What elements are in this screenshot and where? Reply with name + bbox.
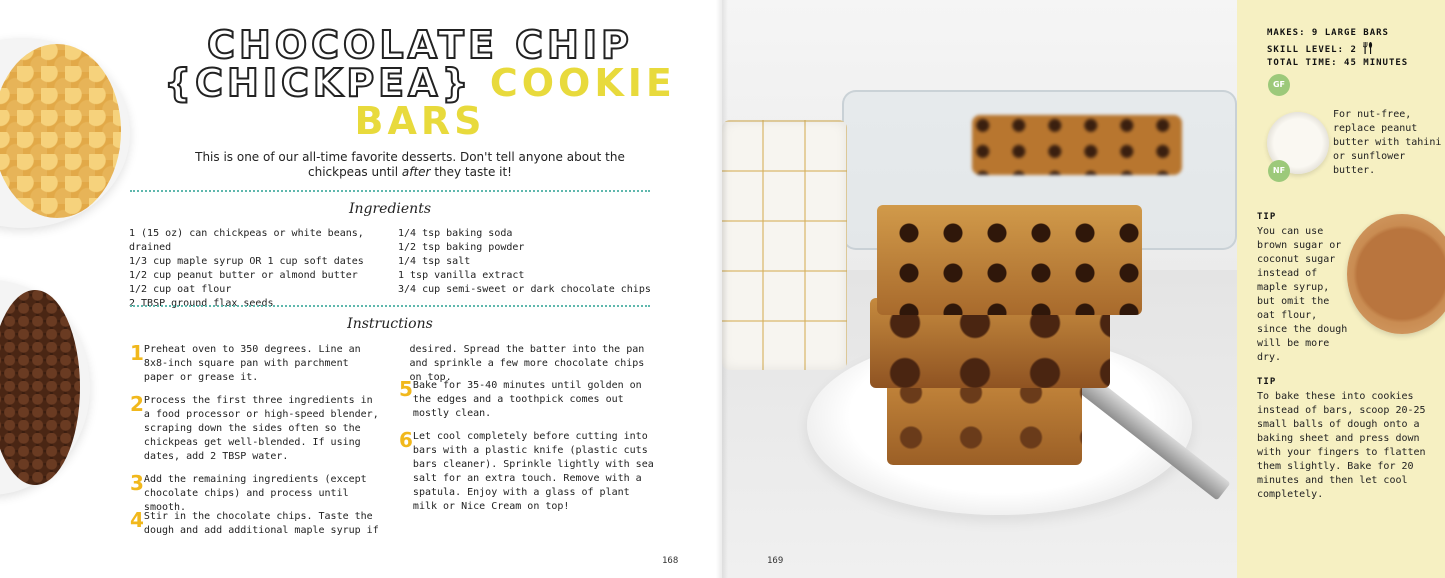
page-number-left: 168 — [662, 556, 679, 566]
step-text: desired. Spread the batter into the pan and sprinkle a few more chocolate chips on top. — [409, 344, 645, 383]
ingredient-item: 1/4 tsp salt — [398, 256, 471, 267]
ingredient-item: 1/2 tsp baking powder — [398, 242, 525, 253]
step-number: 1 — [130, 341, 144, 365]
total-time: TOTAL TIME: 45 MINUTES — [1267, 58, 1409, 68]
step-number: 2 — [130, 392, 144, 416]
divider — [130, 305, 650, 307]
tip-label: TIP — [1257, 212, 1277, 222]
tip-text: To bake these into cookies instead of bars, scoop 20-25 small balls of dough onto a baking sheet and press down with your fingers to flatten them slightly. Bake for 20 minutes and then let cool completely. — [1257, 391, 1426, 500]
chocolate-chip-bowl-image — [0, 280, 90, 495]
instruction-step-1 — [130, 343, 370, 385]
gluten-free-badge: GF — [1268, 74, 1290, 96]
cookie-bar-image — [877, 205, 1142, 315]
skill-level — [1267, 42, 1373, 55]
sidebar-strip — [1237, 0, 1445, 578]
utensils-icon — [1363, 42, 1373, 54]
ingredient-item: 1/2 cup oat flour — [129, 284, 232, 295]
intro-emphasis: after — [401, 165, 431, 179]
nut-free-badge: NF — [1268, 160, 1290, 182]
left-page — [0, 0, 722, 578]
ingredient-item: 1/3 cup maple syrup OR 1 cup soft dates — [129, 256, 364, 267]
instruction-step-5 — [399, 379, 659, 421]
makes-label: MAKES: 9 LARGE BARS — [1267, 28, 1389, 38]
instruction-step-6 — [399, 430, 659, 514]
page-number-right: 169 — [767, 556, 784, 566]
title-chickpea: {CHICKPEA} — [164, 61, 473, 105]
ingredients-column-1 — [129, 227, 394, 311]
right-page — [722, 0, 1445, 578]
instruction-step-2 — [130, 394, 380, 464]
nut-free-note: For nut-free, replace peanut butter with tahini or sunflower butter. — [1333, 109, 1442, 176]
instruction-step-4 — [130, 510, 380, 538]
instructions-heading: Instructions — [347, 316, 433, 332]
title-line-1: CHOCOLATE CHIP — [207, 23, 633, 67]
ingredient-item: 1/4 tsp baking soda — [398, 228, 513, 239]
title-line-3: BARS — [354, 99, 486, 143]
book-gutter — [716, 0, 728, 578]
step-text: Preheat oven to 350 degrees. Line an 8x8-inch square pan with parchment paper or grease it. — [143, 344, 361, 383]
tip-text: You can use brown sugar or coconut sugar instead of maple syrup, but omit the oat flour, since the dough will be more dry. — [1257, 226, 1348, 363]
instruction-step-3 — [130, 473, 380, 515]
step-number: 6 — [399, 428, 413, 452]
step-text: Stir in the chocolate chips. Taste the dough and add additional maple syrup if — [143, 511, 379, 536]
step-number: 4 — [130, 508, 144, 532]
step-text: Process the first three ingredients in a food processor or high-speed blender, scraping down the sides often so the chickpeas get well-blended. If using dates, add 2 TBSP water. — [143, 395, 379, 462]
step-text: Add the remaining ingredients (except chocolate chips) and process until smooth. — [143, 474, 367, 513]
chickpea-bowl-image — [0, 38, 130, 228]
title-line-2 — [150, 61, 690, 105]
step-number: 3 — [130, 471, 144, 495]
sugar-bowl-image — [1347, 214, 1445, 334]
ingredients-column-2 — [398, 227, 658, 297]
milk-glass-image — [722, 120, 847, 370]
ingredients-heading: Ingredients — [348, 201, 432, 217]
ingredient-item: 3/4 cup semi-sweet or dark chocolate chips — [398, 284, 651, 295]
step-text: Let cool completely before cutting into bars with a plastic knife (plastic cuts bars cleaner). Sprinkle lightly with sea salt for an extra touch. Remove with a spatula. Enjoy with a glass of plant milk or Nice Cream on top! — [412, 431, 654, 512]
ingredient-item: 2 TBSP ground flax seeds — [129, 298, 274, 309]
recipe-intro: This is one of our all-time favorite desserts. Don't tell anyone about the chickpeas until after they taste it! — [195, 150, 625, 179]
divider — [130, 190, 650, 192]
skill-level-text: SKILL LEVEL: 2 — [1267, 45, 1357, 55]
ingredient-item: 1 tsp vanilla extract — [398, 270, 525, 281]
step-number: 5 — [399, 377, 413, 401]
title-cookie: COOKIE — [489, 61, 676, 105]
tip-label: TIP — [1257, 377, 1277, 387]
ingredient-item: 1 (15 oz) can chickpeas or white beans, drained — [129, 228, 364, 253]
step-text: Bake for 35-40 minutes until golden on the edges and a toothpick comes out mostly clean. — [412, 380, 642, 419]
cookie-bars-photo — [722, 0, 1237, 578]
ingredient-item: 1/2 cup peanut butter or almond butter — [129, 270, 358, 281]
